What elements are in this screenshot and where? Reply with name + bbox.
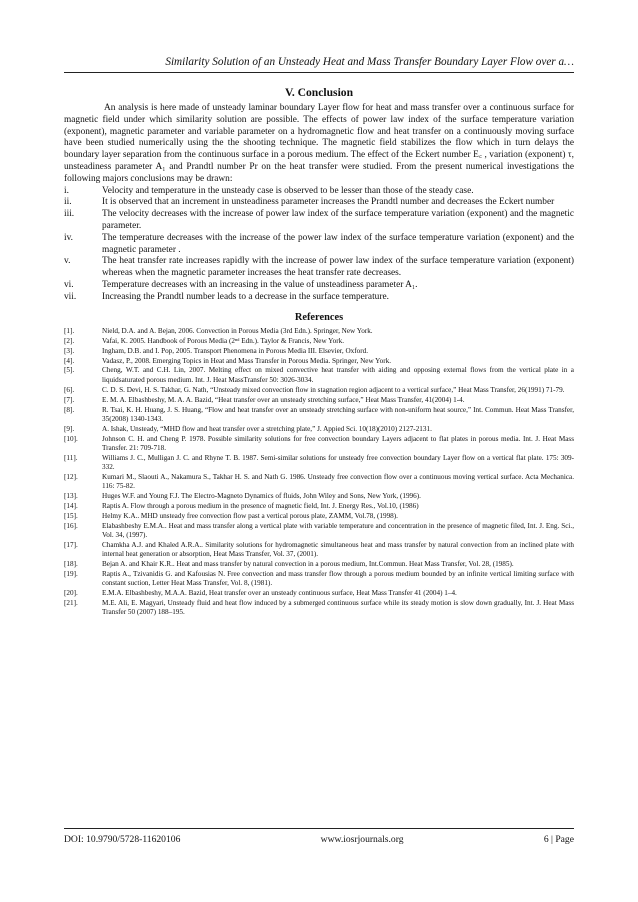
reference-item: [18]. Bejan A. and Khair K.R.. Heat and mass transfer by natural convection in a porous medium, Int.Commun. Heat Mass Transfer, Vol. 28, (1985). bbox=[64, 559, 514, 568]
conclusion-paragraph: An analysis is here made of unsteady laminar boundary Layer flow for heat and mass transfer over a continuous surface for magnetic field under which similarity solution are possible. The effects of power law index of the surface temperature variation (exponent), magnetic parameter and variable parameter on a hydromagnetic flow and heat transfer on a continuously moving surface have been studied numerically using the the shooting technique. The magnetic field stabilizes the flow which in turn delays the boundary layer separation from the continuous surface in a porous medium. The effect of the Eckert number E꜀ , variation (exponent) τ, unsteadiness parameter A₁ and Prandtl number Pr on the heat transfer were studied. From the present numerical investigations the following majors conclusions may be drawn: bbox=[64, 103, 574, 184]
footer-rule bbox=[64, 828, 574, 829]
list-item: iii. The velocity decreases with the increase of power law index of the surface temperature variation (exponent) and the magnetic parameter. bbox=[64, 209, 574, 231]
list-item: i. Velocity and temperature in the unsteady case is observed to be lesser than those of the steady case. bbox=[64, 185, 474, 196]
reference-item: [14]. Raptis A. Flow through a porous medium in the presence of magnetic field, Int. J. Energy Res., Vol.10, (1986) bbox=[64, 501, 419, 510]
reference-item: [15]. Helmy K.A.. MHD unsteady free convection flow past a vertical porous plate, ZAMM, Vol.78, (1998). bbox=[64, 511, 398, 520]
list-item: vi. Temperature decreases with an increasing in the value of unsteadiness parameter A₁. bbox=[64, 279, 418, 290]
reference-item: [8]. R. Tsai, K. H. Huang, J. S. Huang, “Flow and heat transfer over an unsteady stretching surface with non-uniform heat source,” Int. Commun. Heat Mass Transfer, 35(2008) 1340-1343. bbox=[64, 405, 574, 423]
reference-item: [2]. Vafai, K. 2005. Handbook of Porous Media (2ⁿᵈ Edn.). Taylor & Francis, New York. bbox=[64, 336, 345, 345]
reference-item: [9]. A. Ishak, Unsteady, “MHD flow and heat transfer over a stretching plate,” J. Appied Sci. 10(18)(2010) 2127-2131. bbox=[64, 424, 432, 433]
footer-page-number: 6 | Page bbox=[543, 834, 574, 845]
reference-item: [21]. M.E. Ali, E. Magyari, Unsteady fluid and heat flow induced by a submerged continuous surface while its steady motion is slow down gradually, Int. J. Heat Mass Transfer 50 (2007) 188–195. bbox=[64, 598, 574, 617]
reference-item: [4]. Vadasz, P., 2008. Emerging Topics in Heat and Mass Transfer in Porous Media. Springer, New York. bbox=[64, 356, 392, 365]
header-rule bbox=[64, 72, 574, 73]
reference-item: [1]. Nield, D.A. and A. Bejan, 2006. Convection in Porous Media (3rd Edn.). Springer, New York. bbox=[64, 326, 373, 335]
reference-item: [5]. Cheng, W.T. and C.H. Lin, 2007. Melting effect on mixed convective heat transfer with aiding and opposing external flows from the vertical plate in a liquidsaturated porous medium. Int. J. Heat MassTransfer 50: 3026-3034. bbox=[64, 366, 574, 384]
reference-item: [19]. Raptis A., Tzivanidis G. and Kafousias N. Free convection and mass transfer flow through a porous medium bounded by an infinite vertical limiting surface with constant suction, Letter Heat Mass Transfer, Vol. 8, (1981). bbox=[64, 569, 574, 588]
reference-item: [20]. E.M.A. Elbashbeshy, M.A.A. Bazid, Heat transfer over an unsteady continuous surface, Heat Mass Transfer 41 (2004) 1–4. bbox=[64, 589, 457, 597]
section-heading-conclusion: V. Conclusion bbox=[284, 86, 354, 99]
reference-item: [17]. Chamkha A.J. and Khaled A.R.A.. Similarity solutions for hydromagnetic simultaneous heat and mass transfer by natural convection from an inclined plate with internal heat generation or absorption, Heat Mass Transfer, Vol. 37, (2001). bbox=[64, 540, 574, 558]
reference-item: [7]. E. M. A. Elbashbeshy, M. A. A. Bazid, “Heat transfer over an unsteady stretching surface,” Heat Mass Transfer, 41(2004) 1-4. bbox=[64, 395, 465, 404]
running-header: Similarity Solution of an Unsteady Heat and Mass Transfer Boundary Layer Flow over a… bbox=[165, 56, 574, 68]
list-item: vii. Increasing the Prandtl number leads to a decrease in the surface temperature. bbox=[64, 291, 389, 302]
section-heading-references: References bbox=[294, 311, 344, 323]
page-footer bbox=[64, 834, 574, 845]
reference-item: [13]. Huges W.F. and Young F.J. The Electro-Magneto Dynamics of fluids, John Wiley and Sons, New York, (1996). bbox=[64, 491, 421, 500]
list-item: v. The heat transfer rate increases rapidly with the increase of power law index of the surface temperature variation (exponent) whereas when the magnetic parameter increases the heat transfer rate decreases. bbox=[64, 256, 574, 279]
conclusion-list bbox=[64, 186, 574, 304]
list-item: ii. It is observed that an increment in unsteadiness parameter increases the Prandtl number and decreases the Eckert number bbox=[64, 197, 555, 208]
list-item: iv. The temperature decreases with the increase of the power law index of the surface temperature variation (exponent) and the magnetic parameter . bbox=[64, 232, 574, 255]
footer-site: www.iosrjournals.org bbox=[320, 834, 404, 845]
reference-item: [6]. C. D. S. Devi, H. S. Takhar, G. Nath, “Unsteady mixed convection flow in stagnation region adjacent to a vertical surface,” Heat Mass Transfer, 26(1991) 71-79. bbox=[64, 385, 565, 394]
reference-list bbox=[64, 327, 574, 618]
main-content bbox=[64, 86, 574, 618]
reference-item: [16]. Elabashbeshy E.M.A.. Heat and mass transfer along a vertical plate with variable temperature and concentration in the presence of magnetic filed, Int. J. Eng. Sci., Vol. 34, (1997). bbox=[64, 521, 574, 539]
reference-item: [11]. Williams J. C., Mulligan J. C. and Rhyne T. B. 1987. Semi-similar solutions for unsteady free convection boundary Layer flow on a vertical flat plate. 175: 309-332. bbox=[64, 453, 574, 471]
reference-item: [3]. Ingham, D.B. and I. Pop, 2005. Transport Phenomena in Porous Media III. Elsevier, Oxford. bbox=[64, 346, 369, 355]
reference-item: [10]. Johnson C. H. and Cheng P. 1978. Possible similarity solutions for free convection boundary Layers adjacent to flat plates in porous media. Int. J. Heat Mass Transfer. 21: 709-718. bbox=[64, 434, 574, 452]
footer-doi: DOI: 10.9790/5728-11620106 bbox=[64, 834, 181, 845]
reference-item: [12]. Kumari M., Slaouti A., Nakamura S., Takhar H. S. and Nath G. 1986. Unsteady free convection flow over a continuous moving vertical surface. Acta Mechanica. 116: 75-82. bbox=[64, 472, 574, 490]
